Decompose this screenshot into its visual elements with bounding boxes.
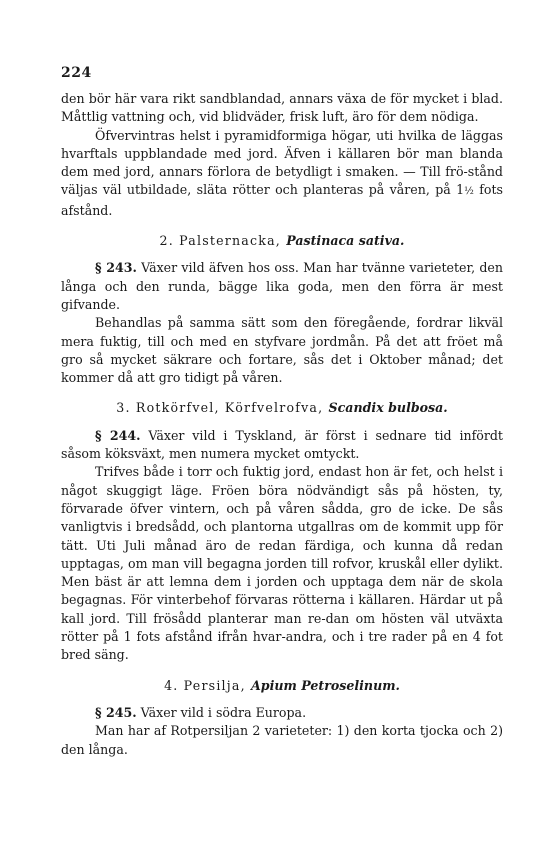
heading-latin-name: Apium Petroselinum. bbox=[251, 677, 400, 693]
paragraph-cultivation: Trifves både i torr och fuktig jord, endast hon är fet, och helst i något skuggigt läge. Fröen böra nödvändigt sås på hösten, ty, förvarade öfver vintern, och på våren sådda, gro de icke. De sås vanligtvis i bredsådd, och plantorna utgallras om de kommit upp för tätt. Uti Juli månad äro de redan färdiga, och kunna då redan upptagas, om man vill begagna jorden till rofvor, kruskål eller dylikt. Men bäst är att lemna dem i jorden och upptaga dem när de skola begagnas. För vinterbehof förvaras rötterna i källaren. Härdar ut på kall jord. Till frösådd planterar man re-dan om hösten väl utväxta rötter på 1 fots afstånd ifrån hvar-andra, och i tre rader på en 4 fot bred säng. bbox=[61, 464, 503, 663]
paragraph-245 bbox=[61, 704, 503, 722]
paragraph-text-end: fots afstånd. bbox=[61, 182, 503, 218]
fraction: ½ bbox=[464, 186, 474, 198]
page-number: 224 bbox=[61, 65, 92, 81]
section-number: § 245. bbox=[95, 704, 137, 720]
paragraph-text: Växer vild i Tyskland, är först i sednare tid infördt såsom köksväxt, men numera mycket omtyckt. bbox=[61, 427, 503, 462]
heading-name: 2. Palsternacka, bbox=[159, 233, 287, 249]
section-heading-palsternacka bbox=[61, 232, 503, 250]
body-text bbox=[61, 90, 503, 759]
section-heading-persilja bbox=[61, 677, 503, 695]
heading-name: 3. Rotkörfvel, Körfvelrofva, bbox=[116, 400, 329, 416]
paragraph-treatment: Behandlas på samma sätt som den föregående, fordrar likväl mera fuktig, till och med en styfvare jordmån. På det att fröet må gro så mycket säkrare och fortare, sås det i Oktober månad; det kommer då att gro tidigt på våren. bbox=[61, 315, 503, 386]
section-number: § 243. bbox=[95, 260, 137, 276]
paragraph-244 bbox=[61, 427, 503, 464]
paragraph-243 bbox=[61, 259, 503, 314]
paragraph-overwintering bbox=[61, 127, 503, 220]
paragraph-text: Öfvervintras helst i pyramidformiga högar, uti hvilka de läggas hvarftals uppblandade med jord. Äfven i källaren bör man blanda dem med jord, annars förlora de betydligt i smaken. — Till frö-stånd väljas väl utbildade, släta rötter och planteras på våren, på 1 bbox=[61, 127, 503, 198]
section-number: § 244. bbox=[95, 427, 141, 443]
heading-name: 4. Persilja, bbox=[164, 677, 252, 693]
paragraph-continued: den bör här vara rikt sandblandad, annars växa de för mycket i blad. Måttlig vattning och, vid blidväder, frisk luft, äro för dem nödiga. bbox=[61, 91, 503, 125]
section-heading-rotkorfvel bbox=[61, 399, 503, 417]
heading-latin-name: Scandix bulbosa. bbox=[328, 400, 448, 416]
paragraph-varieties: Man har af Rotpersiljan 2 varieteter: 1) den korta tjocka och 2) den långa. bbox=[61, 723, 503, 757]
paragraph-text: Växer vild i södra Europa. bbox=[136, 704, 307, 720]
heading-latin-name: Pastinaca sativa. bbox=[286, 233, 405, 249]
paragraph-text: Växer vild äfven hos oss. Man har tvänne varieteter, den långa och den runda, bägge lika goda, men den förra är mest gifvande. bbox=[61, 260, 503, 312]
